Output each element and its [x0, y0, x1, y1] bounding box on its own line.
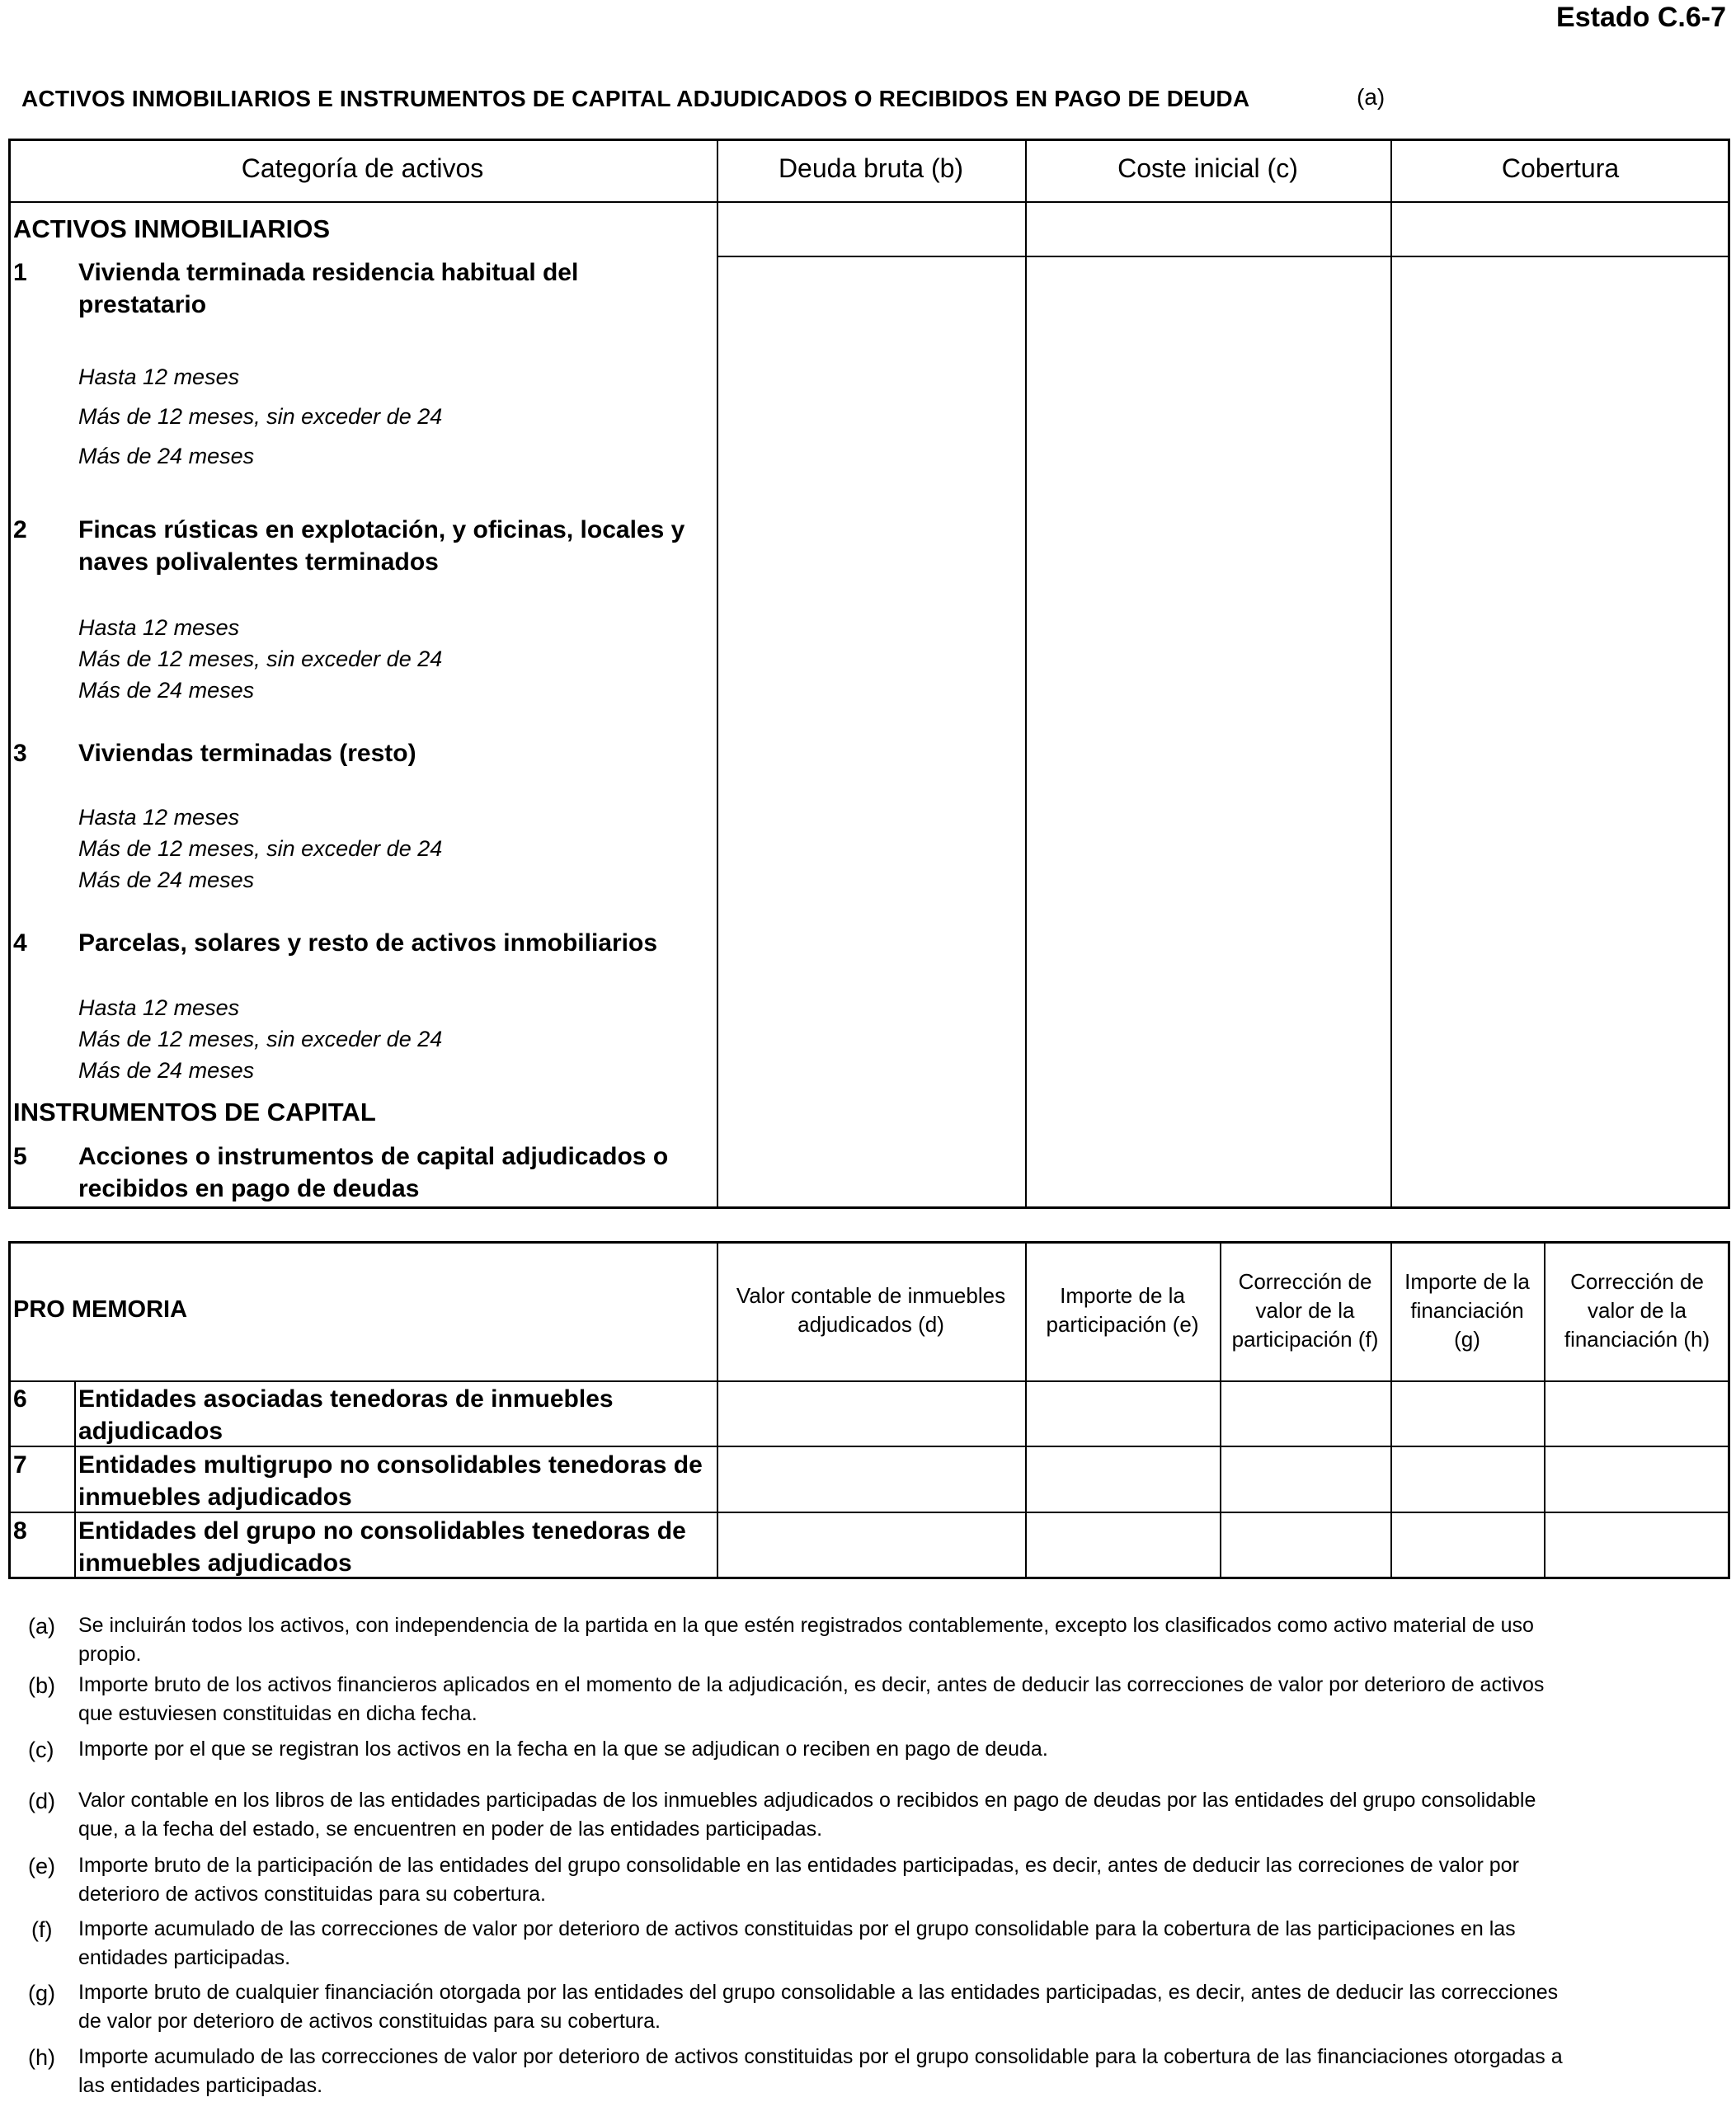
memo-header-divider [8, 1380, 1730, 1382]
memo-num-divider [74, 1380, 76, 1579]
footnote-mark: (b) [28, 1673, 55, 1698]
col-header-coverage: Cobertura [1501, 153, 1620, 183]
row-sub-label: Más de 12 meses, sin exceder de 24 [78, 1027, 443, 1051]
row-label: Viviendas terminadas (resto) [78, 740, 416, 767]
main-header-divider [8, 201, 1730, 203]
row-sub-label: Hasta 12 meses [78, 364, 240, 389]
memo-col-header-participation-correction: Corrección de valor de la participación (f) [1231, 1269, 1379, 1352]
row-sub-label: Más de 24 meses [78, 868, 255, 892]
footnote-mark: (c) [28, 1738, 54, 1762]
row-sub-label: Más de 24 meses [78, 678, 255, 703]
footnote-mark: (e) [28, 1854, 55, 1879]
footnote-mark: (f) [31, 1917, 53, 1942]
row-label: Vivienda terminada residencia habitual del prestatario [78, 259, 579, 318]
row-label: Fincas rústicas en explotación, y oficinas, locales y naves polivalentes terminados [78, 516, 685, 576]
memo-row-label: Entidades del grupo no consolidables tenedoras de inmuebles adjudicados [78, 1517, 686, 1577]
footnote-text: Importe acumulado de las correcciones de valor por deterioro de activos constituidas por el grupo consolidable para la cobertura de las financiaciones otorgadas a las entidades participadas. [78, 2045, 1563, 2097]
footnote-text: Importe por el que se registran los activos en la fecha en la que se adjudican o reciben en pago de deuda. [78, 1738, 1048, 1761]
row-number: 3 [13, 740, 27, 767]
main-col-divider-3 [1390, 139, 1392, 1209]
col-header-initial-cost: Coste inicial (c) [1117, 153, 1298, 183]
footnote-mark: (h) [28, 2045, 55, 2070]
footnote-mark: (a) [28, 1614, 55, 1639]
row-label: Acciones o instrumentos de capital adjudicados o recibidos en pago de deudas [78, 1143, 669, 1202]
footnote-text: Importe bruto de los activos financieros aplicados en el momento de la adjudicación, es decir, antes de deducir las correcciones de valor por deterioro de activos que estuviesen constituidas en dicha fecha. [78, 1673, 1545, 1725]
memo-row-number: 6 [13, 1385, 27, 1413]
section-capital-instruments: INSTRUMENTOS DE CAPITAL [13, 1098, 376, 1126]
row-sub-label: Más de 12 meses, sin exceder de 24 [78, 404, 443, 429]
footnote-text: Importe bruto de cualquier financiación otorgada por las entidades del grupo consolidable a las entidades participadas, es decir, antes de deducir las correcciones de valor por deterioro de activos constituidas para su cobertura. [78, 1981, 1559, 2033]
row-number: 4 [13, 929, 27, 957]
section-real-estate: ACTIVOS INMOBILIARIOS [13, 214, 331, 243]
memo-col-header-participation: Importe de la participación (e) [1046, 1283, 1199, 1337]
memo-col-header-financing: Importe de la financiación (g) [1404, 1269, 1530, 1352]
row-number: 1 [13, 259, 27, 286]
row-sub-label: Hasta 12 meses [78, 805, 240, 830]
footnote-text: Valor contable en los libros de las entidades participadas de los inmuebles adjudicados o recibidos en pago de deudas por las entidades del grupo consolidable que, a la fecha del estado, se encuentren en poder de las entidades participadas. [78, 1789, 1536, 1841]
memo-row-label: Entidades multigrupo no consolidables tenedoras de inmuebles adjudicados [78, 1451, 703, 1511]
row-sub-label: Hasta 12 meses [78, 995, 240, 1020]
row-sub-label: Más de 12 meses, sin exceder de 24 [78, 836, 443, 861]
page-title: ACTIVOS INMOBILIARIOS E INSTRUMENTOS DE CAPITAL ADJUDICADOS O RECIBIDOS EN PAGO DE DEUDA [21, 86, 1250, 111]
form-code: Estado C.6-7 [1556, 2, 1726, 33]
memo-col-header-book-value: Valor contable de inmuebles adjudicados (d) [736, 1283, 1006, 1337]
row-number: 2 [13, 516, 27, 543]
main-col-divider-2 [1025, 139, 1027, 1209]
footnote-text: Importe bruto de la participación de las entidades del grupo consolidable en las entidades participadas, es decir, antes de deducir las correciones de valor por deterioro de activos constituidas para su cobertura. [78, 1854, 1519, 1906]
memo-row-label: Entidades asociadas tenedoras de inmuebles adjudicados [78, 1385, 614, 1445]
title-footnote-mark: (a) [1357, 84, 1386, 110]
memo-col-header-financing-correction: Corrección de valor de la financiación (h) [1564, 1269, 1710, 1352]
memo-row-number: 7 [13, 1451, 27, 1479]
row-number: 5 [13, 1143, 27, 1170]
row-sub-label: Más de 12 meses, sin exceder de 24 [78, 647, 443, 671]
row-label: Parcelas, solares y resto de activos inmobiliarios [78, 929, 657, 957]
memo-title: PRO MEMORIA [13, 1296, 188, 1323]
footnote-mark: (g) [28, 1981, 55, 2006]
row-sub-label: Más de 24 meses [78, 444, 255, 468]
col-header-category: Categoría de activos [241, 153, 484, 183]
memo-row-number: 8 [13, 1517, 27, 1545]
row-sub-label: Hasta 12 meses [78, 615, 240, 640]
footnote-text: Importe acumulado de las correcciones de valor por deterioro de activos constituidas por el grupo consolidable para la cobertura de las participaciones en las entidades participadas. [78, 1917, 1516, 1969]
col-header-gross-debt: Deuda bruta (b) [778, 153, 964, 183]
row-sub-label: Más de 24 meses [78, 1058, 255, 1083]
footnote-mark: (d) [28, 1789, 55, 1813]
main-section-divider [717, 256, 1730, 257]
footnote-text: Se incluirán todos los activos, con independencia de la partida en la que estén registrados contablemente, excepto los clasificados como activo material de uso propio. [78, 1614, 1534, 1666]
main-col-divider-1 [717, 139, 718, 1209]
